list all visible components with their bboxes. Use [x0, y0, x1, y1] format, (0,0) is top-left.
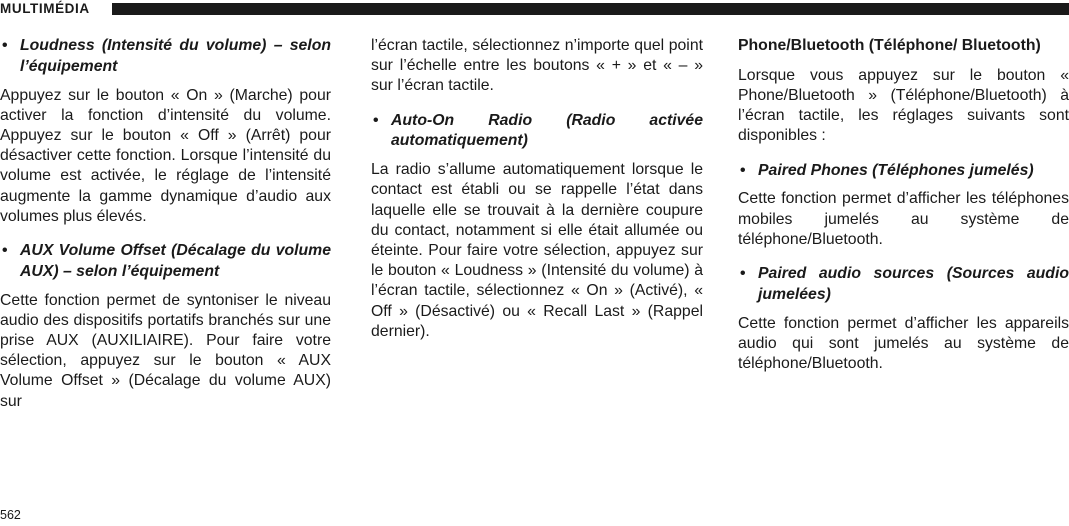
bullet: •: [2, 242, 8, 260]
section-title-phone-bluetooth: Phone/Bluetooth (Téléphone/ Bluetooth): [738, 37, 1041, 54]
item-body-paired-phones: Cette fonction permet d’afficher les téléphones mobiles jumelés au système de téléphone/Bluetooth.: [738, 190, 1069, 248]
column-2: [371, 36, 703, 342]
item-heading-aux-volume-offset: [0, 241, 331, 283]
item-heading-text: AUX Volume Offset (Décalage du volume AUX) – selon l’équipement: [20, 242, 331, 280]
item-heading-text: Auto-On Radio (Radio activée automatiquement): [391, 111, 703, 150]
item-heading-loudness: [0, 36, 331, 78]
item-heading-paired-audio-sources: [738, 264, 1069, 306]
page-header: [0, 0, 1069, 18]
item-heading-text: Loudness (Intensité du volume) – selon l’équipement: [20, 37, 331, 75]
section-intro: Lorsque vous appuyez sur le bouton « Phone/Bluetooth » (Téléphone/Bluetooth) à l’écran tactile, les réglages suivants sont disponibles :: [738, 66, 1069, 145]
bullet: •: [373, 111, 379, 129]
item-body-aux-volume-offset: Cette fonction permet de syntoniser le niveau audio des dispositifs portatifs branchés sur une prise AUX (AUXILIAIRE). Pour faire votre sélection, appuyez sur le bouton « AUX Volume Offset » (Décalage du volume AUX) sur: [0, 291, 331, 410]
bullet: •: [740, 265, 746, 283]
bullet: •: [2, 37, 8, 54]
item-heading-text: Paired Phones (Téléphones jumelés): [758, 161, 1034, 179]
item-body-auto-on-radio: La radio s’allume automatiquement lorsque le contact est établi ou se rappelle l’état dans laquelle elle se trouvait à la dernière coupure du contact, notamment si elle était allumée ou éteinte. Pour faire votre sélection, appuyez sur le bouton « Loudness » (Intensité du volume) à l’écran tactile, sélectionnez « On » (Activé), « Off » (Désactivé) ou « Recall Last » (Rappel dernier).: [371, 161, 703, 340]
item-body-loudness: Appuyez sur le bouton « On » (Marche) pour activer la fonction d’intensité du volume. Appuyez sur le bouton « Off » (Arrêt) pour désactiver cette fonction. Lorsque l’intensité du volume est activée, le réglage de l’intensité augmente la gamme dynamique d’audio aux volumes plus élevés.: [0, 86, 331, 225]
bullet: •: [740, 161, 746, 179]
item-body-paired-audio-sources: Cette fonction permet d’afficher les appareils audio qui sont jumelés au système de téléphone/Bluetooth.: [738, 314, 1069, 373]
item-heading-text: Paired audio sources (Sources audio jumelées): [758, 265, 1069, 303]
header-rule: [112, 3, 1069, 15]
column-3: [738, 36, 1069, 374]
item-heading-paired-phones: [738, 161, 1069, 182]
item-heading-auto-on-radio: [371, 111, 703, 153]
continuation-text: l’écran tactile, sélectionnez n’importe quel point sur l’échelle entre les boutons « + » et « – » sur l’écran tactile.: [371, 37, 703, 95]
page-number: 562: [0, 508, 21, 522]
section-header-title: MULTIMÉDIA: [0, 1, 100, 17]
column-1: [0, 36, 331, 412]
